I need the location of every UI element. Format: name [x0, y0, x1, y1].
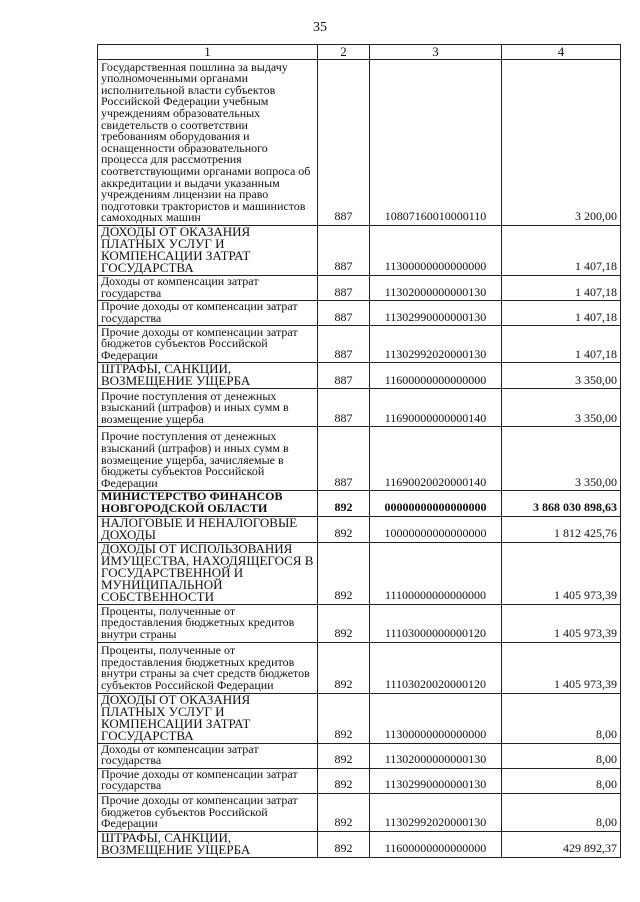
row-budget-code-cell: 10000000000000000 [370, 516, 502, 542]
row-amount-cell: 8,00 [502, 693, 621, 743]
row-name-cell: МИНИСТЕРСТВО ФИНАНСОВ НОВГОРОДСКОЙ ОБЛАСТИ [98, 491, 318, 516]
row-budget-code-cell: 11300000000000000 [370, 693, 502, 743]
row-amount-cell: 3 350,00 [502, 427, 621, 491]
table-row [98, 491, 621, 516]
row-admin-code-cell: 887 [318, 326, 370, 363]
row-name-cell: Проценты, полученные от предоставления бюджетных кредитов внутри страны [98, 604, 318, 642]
row-amount-cell: 1 812 425,76 [502, 516, 621, 542]
row-budget-code-cell: 11302000000000130 [370, 743, 502, 768]
row-admin-code-cell: 887 [318, 276, 370, 301]
row-budget-code-cell: 10807160010000110 [370, 60, 502, 226]
row-admin-code-cell: 892 [318, 516, 370, 542]
row-name-cell: Государственная пошлина за выдачу уполномоченными органами исполнительной власти субъектов Российской Федерации учебным учреждениям образовательных свидетельств о соответствии требованиям оборудования и оснащенности образовательного процесса для рассмотрения соответствующими органами вопроса об аккредитации и выдачи указанным учреждениям лицензии на право подготовки трактористов и машинистов самоходных машин [98, 60, 318, 226]
row-name-cell: Прочие поступления от денежных взысканий (штрафов) и иных сумм в возмещение ущерба [98, 389, 318, 427]
row-budget-code-cell: 11302990000000130 [370, 301, 502, 326]
row-admin-code-cell: 892 [318, 604, 370, 642]
row-amount-cell: 1 405 973,39 [502, 642, 621, 693]
row-amount-cell: 3 868 030 898,63 [502, 491, 621, 516]
row-budget-code-cell: 11302000000000130 [370, 276, 502, 301]
row-budget-code-cell: 11690020020000140 [370, 427, 502, 491]
row-admin-code-cell: 892 [318, 542, 370, 604]
row-amount-cell: 1 407,18 [502, 226, 621, 276]
table-body [98, 60, 621, 858]
row-admin-code-cell: 892 [318, 743, 370, 768]
row-amount-cell: 1 405 973,39 [502, 604, 621, 642]
table-row [98, 642, 621, 693]
row-budget-code-cell: 11103000000000120 [370, 604, 502, 642]
row-name-cell: ШТРАФЫ, САНКЦИИ, ВОЗМЕЩЕНИЕ УЩЕРБА [98, 831, 318, 857]
row-name-cell: НАЛОГОВЫЕ И НЕНАЛОГОВЫЕ ДОХОДЫ [98, 516, 318, 542]
row-amount-cell: 3 350,00 [502, 363, 621, 389]
revenue-table [97, 44, 621, 858]
table-row [98, 831, 621, 857]
row-budget-code-cell: 11302990000000130 [370, 768, 502, 793]
table-row [98, 301, 621, 326]
row-name-cell: Прочие доходы от компенсации затрат государства [98, 301, 318, 326]
row-name-cell: Прочие поступления от денежных взысканий (штрафов) и иных сумм в возмещение ущерба, зачисляемые в бюджеты субъектов Российской Федерации [98, 427, 318, 491]
row-admin-code-cell: 892 [318, 491, 370, 516]
row-amount-cell: 3 200,00 [502, 60, 621, 226]
row-budget-code-cell: 11103020020000120 [370, 642, 502, 693]
row-name-cell: ДОХОДЫ ОТ ОКАЗАНИЯ ПЛАТНЫХ УСЛУГ И КОМПЕНСАЦИИ ЗАТРАТ ГОСУДАРСТВА [98, 693, 318, 743]
column-header-admin: 2 [318, 45, 370, 60]
table-row [98, 743, 621, 768]
row-name-cell: Доходы от компенсации затрат государства [98, 743, 318, 768]
row-amount-cell: 8,00 [502, 743, 621, 768]
table-row [98, 363, 621, 389]
table-row [98, 427, 621, 491]
table-row [98, 516, 621, 542]
row-amount-cell: 1 407,18 [502, 301, 621, 326]
row-name-cell: ШТРАФЫ, САНКЦИИ, ВОЗМЕЩЕНИЕ УЩЕРБА [98, 363, 318, 389]
row-budget-code-cell: 11302992020000130 [370, 326, 502, 363]
row-admin-code-cell: 887 [318, 226, 370, 276]
row-name-cell: Прочие доходы от компенсации затрат государства [98, 768, 318, 793]
row-name-cell: Прочие доходы от компенсации затрат бюджетов субъектов Российской Федерации [98, 326, 318, 363]
row-admin-code-cell: 892 [318, 831, 370, 857]
table-row [98, 226, 621, 276]
row-name-cell: ДОХОДЫ ОТ ИСПОЛЬЗОВАНИЯ ИМУЩЕСТВА, НАХОДЯЩЕГОСЯ В ГОСУДАРСТВЕННОЙ И МУНИЦИПАЛЬНОЙ СОБСТВЕННОСТИ [98, 542, 318, 604]
column-header-name: 1 [98, 45, 318, 60]
row-admin-code-cell: 887 [318, 301, 370, 326]
table-row [98, 389, 621, 427]
row-admin-code-cell: 892 [318, 793, 370, 831]
row-budget-code-cell: 11100000000000000 [370, 542, 502, 604]
table-header-row [98, 45, 621, 60]
row-admin-code-cell: 887 [318, 427, 370, 491]
row-amount-cell: 1 407,18 [502, 276, 621, 301]
row-admin-code-cell: 887 [318, 389, 370, 427]
row-budget-code-cell: 11600000000000000 [370, 831, 502, 857]
row-name-cell: Прочие доходы от компенсации затрат бюджетов субъектов Российской Федерации [98, 793, 318, 831]
row-budget-code-cell: 11690000000000140 [370, 389, 502, 427]
table-row [98, 326, 621, 363]
row-amount-cell: 8,00 [502, 793, 621, 831]
table-row [98, 768, 621, 793]
table-row [98, 604, 621, 642]
row-amount-cell: 1 407,18 [502, 326, 621, 363]
row-name-cell: ДОХОДЫ ОТ ОКАЗАНИЯ ПЛАТНЫХ УСЛУГ И КОМПЕНСАЦИИ ЗАТРАТ ГОСУДАРСТВА [98, 226, 318, 276]
table-row [98, 542, 621, 604]
column-header-amount: 4 [502, 45, 621, 60]
row-name-cell: Проценты, полученные от предоставления бюджетных кредитов внутри страны за счет средств бюджетов субъектов Российской Федерации [98, 642, 318, 693]
row-amount-cell: 1 405 973,39 [502, 542, 621, 604]
row-admin-code-cell: 887 [318, 60, 370, 226]
row-admin-code-cell: 892 [318, 642, 370, 693]
column-header-code: 3 [370, 45, 502, 60]
row-admin-code-cell: 892 [318, 768, 370, 793]
row-amount-cell: 8,00 [502, 768, 621, 793]
row-name-cell: Доходы от компенсации затрат государства [98, 276, 318, 301]
row-budget-code-cell: 11600000000000000 [370, 363, 502, 389]
row-admin-code-cell: 892 [318, 693, 370, 743]
table-row [98, 60, 621, 226]
row-budget-code-cell: 11302992020000130 [370, 793, 502, 831]
row-budget-code-cell: 00000000000000000 [370, 491, 502, 516]
row-amount-cell: 3 350,00 [502, 389, 621, 427]
row-admin-code-cell: 887 [318, 363, 370, 389]
row-amount-cell: 429 892,37 [502, 831, 621, 857]
table-row [98, 693, 621, 743]
row-budget-code-cell: 11300000000000000 [370, 226, 502, 276]
table-row [98, 793, 621, 831]
page-number: 35 [313, 20, 327, 35]
table-row [98, 276, 621, 301]
